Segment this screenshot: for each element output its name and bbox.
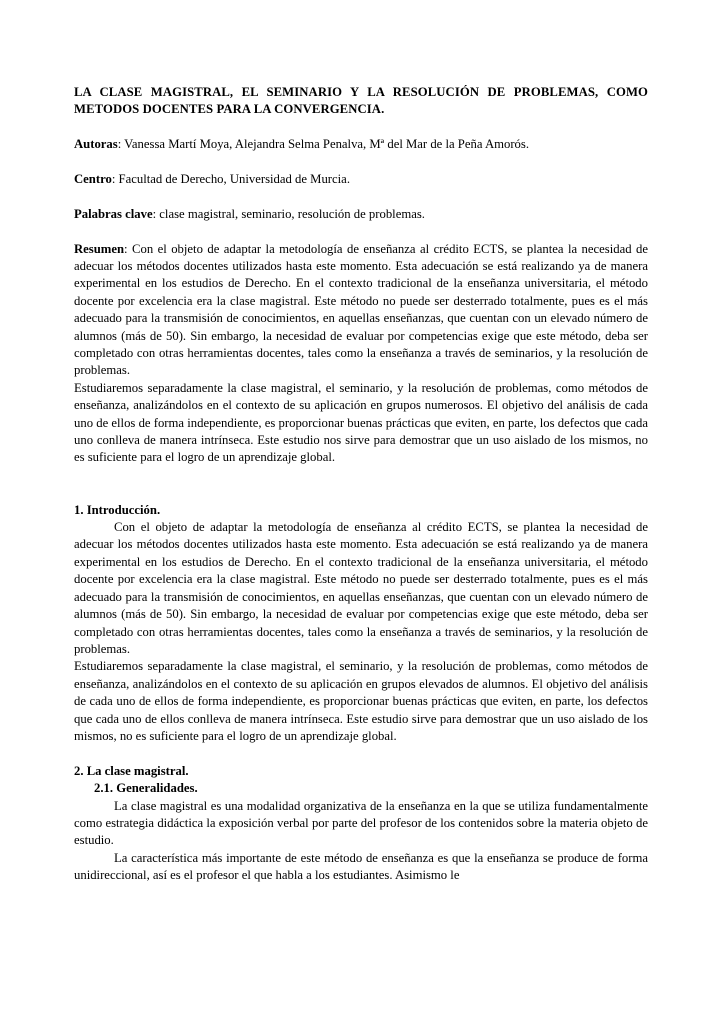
section-2-paragraph-2: La característica más importante de este método de enseñanza es que la enseñanza se produce de forma unidireccional, así es el profesor el que habla a los estudiantes. Asimismo le bbox=[74, 850, 648, 883]
section-1-paragraph-1: Con el objeto de adaptar la metodología de enseñanza al crédito ECTS, se plantea la necesidad de adecuar los métodos docentes utilizados hasta este momento. Esta adecuación se está realizando ya de manera experimental en los estudios de Derecho. En el contexto tradicional de la enseñanza universitaria, el método docente por excelencia era la clase magistral. Este método no puede ser desterrado totalmente, pues es el más adecuado para la transmisión de conocimientos, en aquellas enseñanzas, que cuentan con un elevado número de alumnos (más de 50). Sin embargo, la necesidad de evaluar por competencias exige que este método, deba ser completado con otras herramientas docentes, tales como la enseñanza a través de seminarios, y la resolución de problemas. bbox=[74, 520, 648, 656]
section-heading-introduccion: 1. Introducción. bbox=[74, 502, 161, 517]
document-title: LA CLASE MAGISTRAL, EL SEMINARIO Y LA RESOLUCIÓN DE PROBLEMAS, COMO METODOS DOCENTES PARA LA CONVERGENCIA. bbox=[74, 85, 648, 117]
authors-line bbox=[74, 119, 648, 154]
section-2-paragraph-1: La clase magistral es una modalidad organizativa de la enseñanza en la que se utiliza fundamentalmente como estrategia didáctica la exposición verbal por parte del profesor de los contenidos sobre la materia objeto de estudio. bbox=[74, 798, 648, 848]
section-1-paragraph-2: Estudiaremos separadamente la clase magistral, el seminario, y la resolución de problemas, como métodos de enseñanza, analizándolos en el contexto de su aplicación en grupos elevados de alumnos. El objetivo del análisis de cada uno de ellos de forma independiente, es proporcionar buenas prácticas que eviten, en parte, los defectos que cada uno de ellos conlleva de manera intrínseca. Este estudio sirve para demostrar que un uso aislado de los mismos, no es suficiente para el logro de un aprendizaje global. bbox=[74, 659, 648, 743]
abstract-section bbox=[74, 223, 648, 467]
centre-line bbox=[74, 154, 648, 189]
keywords-line bbox=[74, 188, 648, 223]
spacer-before-section-2 bbox=[74, 745, 648, 762]
abstract-text-1: : Con el objeto de adaptar la metodología de enseñanza al crédito ECTS, se plantea la necesidad de adecuar los métodos docentes utilizados hasta este momento. Esta adecuación se está realizando ya de manera experimental en los estudios de Derecho. En el contexto tradicional de la enseñanza universitaria, el método docente por excelencia era la clase magistral. Este método no puede ser desterrado totalmente, pues es el más adecuado para la transmisión de conocimientos, en aquellas enseñanzas, que cuentan con un elevado número de alumnos (más de 50). Sin embargo, la necesidad de evaluar por competencias exige que este método, deba ser completado con otras herramientas docentes, tales como la enseñanza a través de seminarios, y la resolución de problemas. bbox=[74, 241, 648, 378]
abstract-paragraph-2: Estudiaremos separadamente la clase magistral, el seminario, y la resolución de problemas, como métodos de enseñanza, analizándolos en el contexto de su aplicación en grupos numerosos. El objetivo del análisis de cada uno de ellos de forma independiente, es proporcionar buenas prácticas que eviten, en parte, los defectos que cada uno conlleva de manera intrínseca. Este estudio nos sirve para demostrar que un uso aislado de los mismos, no es suficiente para el logro de un aprendizaje global. bbox=[74, 380, 648, 465]
keywords-label: Palabras clave bbox=[74, 206, 153, 221]
centre-value: : Facultad de Derecho, Universidad de Murcia. bbox=[111, 172, 350, 186]
document-body bbox=[74, 84, 648, 885]
abstract-paragraph-1 bbox=[74, 241, 648, 380]
section-heading-clase-magistral: 2. La clase magistral. bbox=[74, 763, 189, 778]
authors-label: Autoras bbox=[74, 137, 118, 152]
abstract-label: Resumen bbox=[74, 241, 125, 256]
subsection-heading-generalidades: 2.1. Generalidades. bbox=[94, 781, 198, 796]
authors-value: : Vanessa Martí Moya, Alejandra Selma Penalva, Mª del Mar de la Peña Amorós. bbox=[117, 137, 529, 152]
spacer-before-section-1 bbox=[74, 467, 648, 502]
centre-label: Centro bbox=[74, 172, 112, 186]
keywords-value: : clase magistral, seminario, resolución de problemas. bbox=[152, 206, 425, 221]
